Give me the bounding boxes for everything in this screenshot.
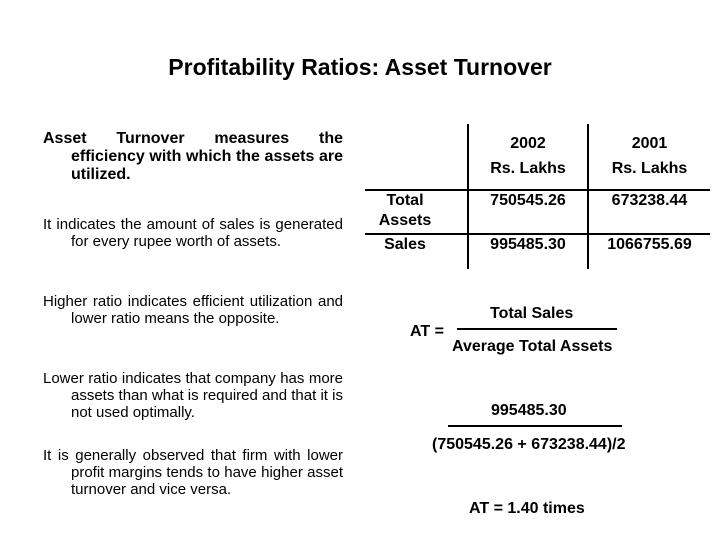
- slide-title: Profitability Ratios: Asset Turnover: [168, 54, 552, 80]
- asset-turnover-table: [365, 124, 710, 269]
- table-row: [365, 234, 710, 269]
- formula-denominator: Average Total Assets: [452, 338, 613, 355]
- table-header-row: [365, 124, 710, 190]
- formula-lhs: AT =: [410, 323, 444, 340]
- paragraph-asset-turnover-definition: Asset Turnover measures the efficiency with which the assets are utilized.: [43, 130, 343, 183]
- table-row: [365, 190, 710, 234]
- calculation-numerator: 995485.30: [491, 402, 567, 419]
- header-year-2002: 2002: [510, 135, 546, 152]
- header-unit-2001: Rs. Lakhs: [611, 160, 688, 177]
- paragraph-higher-ratio: Higher ratio indicates efficient utilization and lower ratio means the opposite.: [43, 293, 343, 327]
- calculation-denominator: (750545.26 + 673238.44)/2: [432, 436, 626, 453]
- formula-numerator: Total Sales: [490, 305, 574, 322]
- table-header-empty: [365, 124, 468, 190]
- paragraph-lower-ratio: Lower ratio indicates that company has more assets than what is required and that it is not used optimally.: [43, 370, 343, 421]
- calculation-fraction-bar: [448, 425, 622, 427]
- cell-sales-2001: 1066755.69: [588, 234, 710, 269]
- header-unit-2002: Rs. Lakhs: [490, 160, 566, 177]
- row-label-sales: Sales: [365, 234, 468, 269]
- row-label-total-assets: Total Assets: [365, 190, 468, 234]
- paragraph-sales-per-rupee: It indicates the amount of sales is generated for every rupee worth of assets.: [43, 216, 343, 250]
- cell-total-assets-2002: 750545.26: [468, 190, 588, 234]
- paragraph-profit-margins: It is generally observed that firm with lower profit margins tends to have higher asset turnover and vice versa.: [43, 447, 343, 498]
- calculation-result: AT = 1.40 times: [469, 500, 585, 517]
- cell-sales-2002: 995485.30: [468, 234, 588, 269]
- table-header-2001: [588, 124, 710, 190]
- table-header-2002: [468, 124, 588, 190]
- formula-fraction-bar: [457, 328, 617, 330]
- cell-total-assets-2001: 673238.44: [588, 190, 710, 234]
- header-year-2001: 2001: [631, 135, 668, 152]
